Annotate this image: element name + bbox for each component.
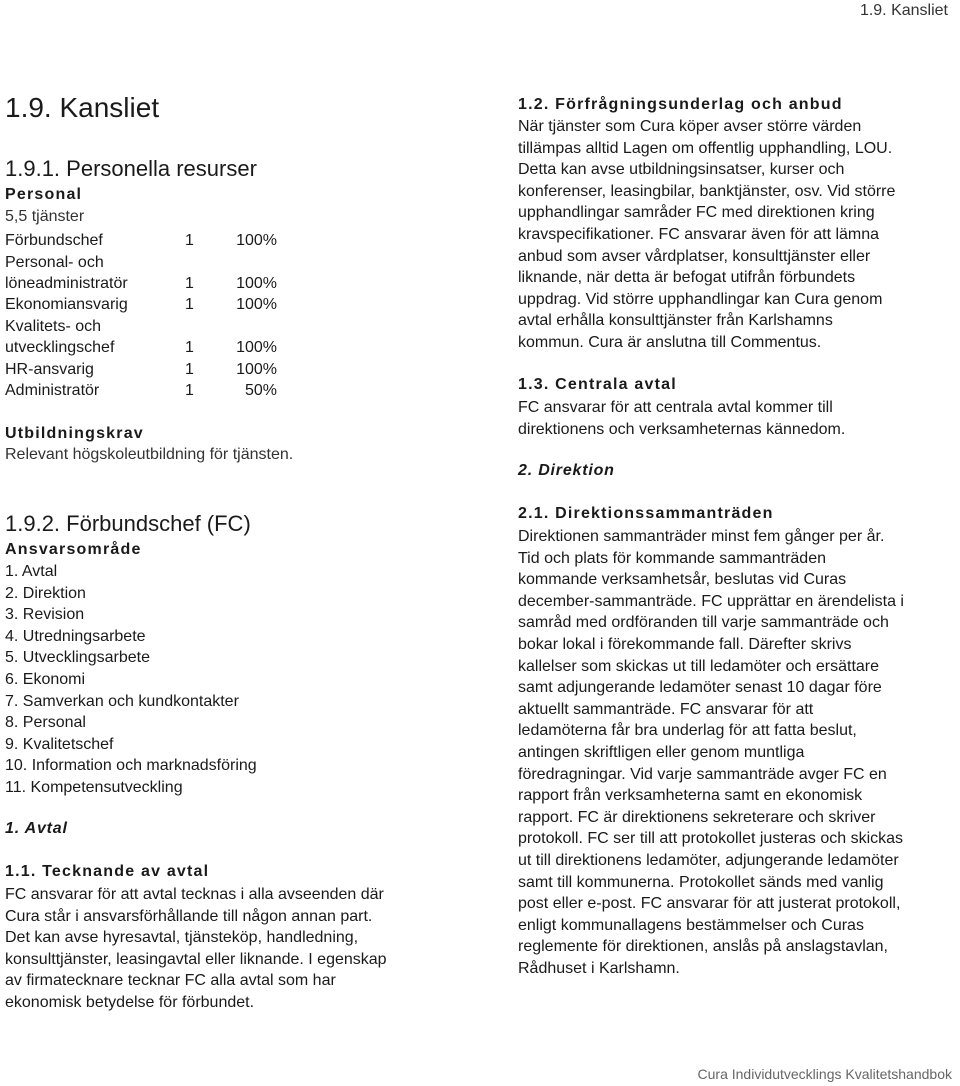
paragraph-line: aktuellt sammanträde. FC ansvarar för att	[518, 700, 814, 718]
paragraph-line: anbud som avser vårdplatser, konsulttjänster eller	[518, 247, 871, 265]
paragraph-line: Cura står i ansvarsförhållande till någon annan part.	[5, 907, 373, 925]
paragraph-line: kallelser som skickas ut till ledamöter och ersättare	[518, 657, 880, 675]
staff-count: 1	[185, 232, 194, 249]
paragraph-line: Det kan avse hyresavtal, tjänsteköp, handledning,	[5, 929, 359, 947]
avtal-heading: 1. Avtal	[5, 820, 68, 837]
section-heading-1-9-2: 1.9.2. Förbundschef (FC)	[5, 511, 251, 536]
paragraph-line: ekonomisk betydelse för förbundet.	[5, 993, 255, 1011]
staff-role: Personal- och	[5, 254, 104, 271]
staff-count: 1	[185, 361, 194, 378]
section-heading-1-9-1: 1.9.1. Personella resurser	[5, 156, 257, 181]
list-item: 7. Samverkan och kundkontakter	[5, 692, 239, 710]
staff-percent: 100%	[236, 275, 277, 292]
forfragning-paragraph	[518, 116, 895, 354]
staff-percent: 100%	[236, 361, 277, 378]
paragraph-line: rapport från verksamheterna samt en ekonomisk	[518, 787, 863, 805]
utbildningskrav-text: Relevant högskoleutbildning för tjänsten.	[5, 446, 294, 463]
staff-role: HR-ansvarig	[5, 361, 94, 378]
list-item: 3. Revision	[5, 606, 85, 624]
paragraph-line: bokar lokal i förekommande fall. Därefter skrivs	[518, 635, 852, 653]
personal-heading: Personal	[5, 186, 83, 203]
staff-role: löneadministratör	[5, 275, 128, 292]
paragraph-line: samt till kommunerna. Protokollet sänds med vanlig	[518, 873, 884, 891]
staff-count: 1	[185, 296, 194, 313]
direktionssammantraden-paragraph	[518, 526, 904, 979]
paragraph-line: föredragningar. Vid varje sammanträde avger FC en	[518, 765, 887, 783]
staff-count: 1	[185, 275, 194, 292]
paragraph-line: upphandlingar samråder FC med direktionen kring	[518, 204, 875, 222]
ansvarsomrade-heading: Ansvarsområde	[5, 541, 142, 558]
paragraph-line: protokoll. FC ser till att protokollet justeras och skickas	[518, 830, 904, 848]
staff-role: Ekonomiansvarig	[5, 296, 128, 313]
paragraph-line: Detta kan avse utbildningsinsatser, kurser och	[518, 161, 845, 179]
list-item: 10. Information och marknadsföring	[5, 757, 257, 775]
list-item: 11. Kompetensutveckling	[5, 778, 183, 796]
paragraph-line: rapport. FC är direktionens sekreterare och skriver	[518, 808, 876, 826]
tjanster-text: 5,5 tjänster	[5, 208, 85, 225]
paragraph-line: av firmatecknare tecknar FC alla avtal som har	[5, 972, 336, 990]
paragraph-line: reglemente för direktionen, anslås på anslagstavlan,	[518, 938, 888, 956]
paragraph-line: konsulttjänster, leasingavtal eller liknande. I egenskap	[5, 950, 387, 968]
running-header-title: 1.9. Kansliet	[859, 2, 948, 19]
staff-percent: 100%	[236, 339, 277, 356]
list-item: 2. Direktion	[5, 584, 86, 602]
list-item: 9. Kvalitetschef	[5, 735, 114, 753]
paragraph-line: kommande verksamhetsår, beslutas vid Curas	[518, 571, 847, 589]
tecknande-paragraph	[5, 884, 387, 1014]
paragraph-line: Direktionen sammanträder minst fem gånger per år.	[518, 528, 885, 545]
staff-count: 1	[185, 382, 194, 399]
paragraph-line: antingen skriftligen eller genom muntliga	[518, 743, 805, 761]
paragraph-line: post eller e-post. FC ansvarar för att justerat protokoll,	[518, 895, 901, 913]
paragraph-line: kravspecifikationer. FC ansvarar även för att lämna	[518, 225, 880, 243]
paragraph-line: FC ansvarar för att avtal tecknas i alla avseenden där	[5, 886, 384, 903]
paragraph-line: konferenser, leasingbilar, banktjänster, osv. Vid större	[518, 182, 896, 200]
list-item: 1. Avtal	[5, 563, 58, 580]
centrala-avtal-heading: 1.3. Centrala avtal	[518, 376, 677, 393]
paragraph-line: samråd med ordföranden till varje sammanträde och	[518, 614, 889, 632]
chapter-title: 1.9. Kansliet	[5, 92, 160, 123]
paragraph-line: ut till direktionens ledamöter, adjungerande ledamöter	[518, 851, 899, 869]
paragraph-line: direktionens och verksamheternas kännedom.	[518, 420, 846, 438]
paragraph-line: kommun. Cura är anslutna till Commentus.	[518, 333, 822, 351]
direktion-heading: 2. Direktion	[518, 462, 615, 479]
paragraph-line: samt adjungerande ledamöter senast 10 dagar före	[518, 679, 882, 697]
paragraph-line: avtal erhålla konsulttjänster från Karlshamns	[518, 312, 833, 330]
staff-role: utvecklingschef	[5, 339, 115, 356]
paragraph-line: Rådhuset i Karlshamn.	[518, 959, 680, 977]
paragraph-line: tillämpas alltid Lagen om offentlig upphandling, LOU.	[518, 139, 893, 157]
staff-percent: 100%	[236, 296, 277, 313]
list-item: 6. Ekonomi	[5, 670, 86, 688]
paragraph-line: uppdrag. Vid större upphandlingar kan Cura genom	[518, 290, 883, 308]
paragraph-line: När tjänster som Cura köper avser större värden	[518, 118, 862, 135]
ansvarsomrade-list	[5, 561, 257, 799]
staff-count: 1	[185, 339, 194, 356]
paragraph-line: ledamöterna får bra underlag för att fatta beslut,	[518, 722, 857, 740]
paragraph-line: liknande, när detta är befogat utifrån förbundets	[518, 269, 856, 287]
staff-role: Administratör	[5, 382, 100, 399]
list-item: 4. Utredningsarbete	[5, 627, 146, 645]
list-item: 5. Utvecklingsarbete	[5, 649, 150, 667]
forfragning-heading: 1.2. Förfrågningsunderlag och anbud	[518, 96, 843, 113]
paragraph-line: enligt kommunallagens bestämmelser och Curas	[518, 916, 864, 934]
staff-role: Kvalitets- och	[5, 318, 102, 335]
direktionssammantraden-heading: 2.1. Direktionssammanträden	[518, 505, 774, 522]
list-item: 8. Personal	[5, 714, 86, 732]
paragraph-line: Tid och plats för kommande sammanträden	[518, 549, 826, 567]
paragraph-line: FC ansvarar för att centrala avtal kommer till	[518, 399, 833, 416]
staff-percent: 50%	[244, 382, 277, 399]
centrala-avtal-paragraph	[518, 397, 845, 440]
tecknande-heading: 1.1. Tecknande av avtal	[5, 863, 210, 880]
paragraph-line: december-sammanträde. FC upprättar en ärendelista i	[518, 592, 904, 610]
footer-text: Cura Individutvecklings Kvalitetshandbok	[697, 1066, 952, 1082]
utbildningskrav-heading: Utbildningskrav	[5, 425, 144, 442]
staff-role: Förbundschef	[5, 232, 103, 249]
staff-percent: 100%	[236, 232, 277, 249]
